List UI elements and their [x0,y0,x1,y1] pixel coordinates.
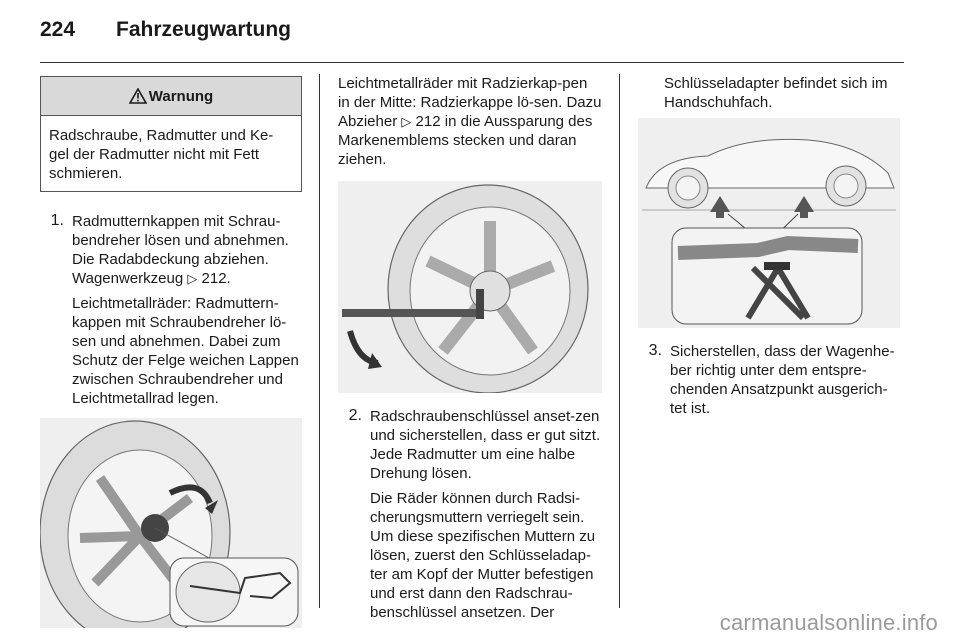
step-2-note: Die Räder können durch Radsi-cherungsmuttern verriegelt sein. Um diese spezifischen Muttern zu lösen, zuerst den Schlüsseladap-ter am Kopf der Mutter befestigen und erst dann den Radschrau-benschlüssel ansetzen. Der [370,490,596,621]
page-ref-icon: ▷ [187,271,198,286]
page-ref-icon: ▷ [401,114,412,129]
warning-header [41,77,301,116]
step-1-note: Leichtmetallräder: Radmuttern-kappen mit Schraubendreher lö-sen und abnehmen. Dabei zum Schutz der Felge weichen Lappen zwischen Schraubendreher und Leichtmetallrad legen. [72,295,299,407]
warning-box [40,76,302,192]
page-ref: 212 [415,113,441,130]
column-2 [338,74,602,622]
column-3 [638,74,900,418]
header-divider [40,62,904,63]
figure-jack-position [638,118,900,328]
adapter-location-text: Schlüsseladapter befindet sich im Handschuhfach. [664,75,888,111]
step-number: 2. [348,407,362,424]
figure-hub-cap-puller [338,181,602,393]
column-1 [40,74,302,628]
warning-triangle-icon [129,88,147,104]
step-number: 1. [50,212,64,229]
page-number: 224 [40,18,76,41]
page-title: Fahrzeugwartung [116,18,292,41]
column-divider [319,74,320,608]
warning-text: Radschraube, Radmutter und Ke-gel der Radmutter nicht mit Fett schmieren. [49,127,274,182]
step-2 [338,407,602,483]
step-text: Radmutternkappen mit Schrau-bendreher lösen und abnehmen. Die Radabdeckung abziehen. Wagenwerkzeug ▷ 212. [72,213,289,287]
hub-cap-illustration [338,181,602,393]
page-ref: 212. [201,270,231,287]
column-divider [619,74,620,608]
step-number: 3. [648,342,662,359]
step-text: Radschraubenschlüssel anset-zen und sicherstellen, dass er gut sitzt. Jede Radmutter um eine halbe Drehung lösen. [370,408,601,482]
figure-wheel-cap-removal [40,418,302,628]
car-jack-illustration [638,118,900,328]
alloy-wheel-paragraph: Leichtmetallräder mit Radzierkap-pen in der Mitte: Radzierkappe lö-sen. Dazu Abzieher ▷ 212 in die Aussparung des Markenemblems stecken und daran ziehen. [338,75,602,168]
watermark-url: carmanualsonline.info [719,610,938,635]
warning-title: Warnung [148,87,214,105]
wheel-cap-illustration [40,418,302,628]
step-text: Sicherstellen, dass der Wagenhe-ber richtig unter dem entspre-chenden Ansatzpunkt ausgerich-tet ist. [670,343,895,417]
page-header [40,18,291,42]
step-1 [40,212,302,288]
step-3 [638,342,900,418]
